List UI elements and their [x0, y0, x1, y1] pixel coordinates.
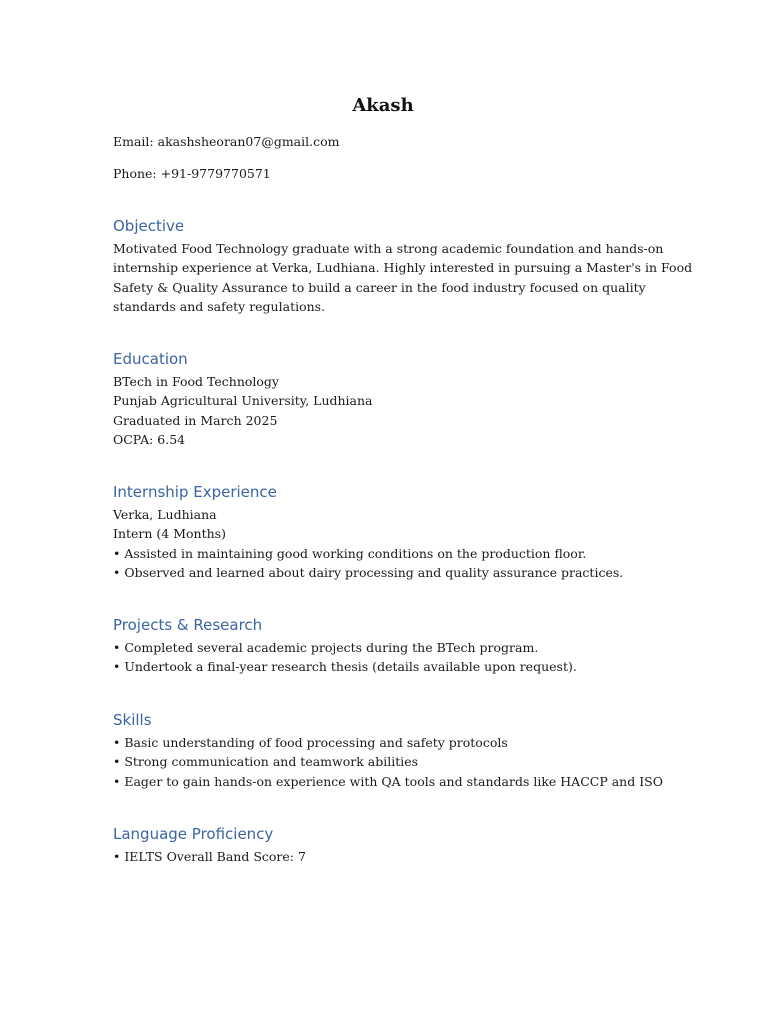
objective-heading: Objective: [113, 217, 185, 235]
projects-heading: Projects & Research: [113, 616, 263, 634]
language-heading: Language Proficiency: [113, 825, 274, 843]
projects-section: [113, 615, 673, 677]
email-line: Email: akashsheoran07@gmail.com: [113, 134, 340, 149]
internship-org: Verka, Ludhiana: [113, 507, 217, 522]
internship-section: [113, 482, 673, 582]
education-ocpa: OCPA: 6.54: [113, 431, 186, 447]
skills-bullet: • Strong communication and teamwork abilities: [113, 754, 419, 770]
internship-heading: Internship Experience: [113, 483, 277, 501]
education-graduation: Graduated in March 2025: [113, 412, 278, 428]
candidate-name: Akash: [352, 95, 414, 116]
objective-line: internship experience at Verka, Ludhiana. Highly interested in pursuing a Master's in Food: [113, 260, 693, 276]
objective-section: [113, 216, 693, 316]
internship-bullet: • Observed and learned about dairy processing and quality assurance practices.: [113, 564, 624, 580]
language-section: [113, 824, 673, 866]
internship-role: Intern (4 Months): [113, 526, 226, 542]
objective-line: Safety & Quality Assurance to build a career in the food industry focused on quality: [113, 279, 646, 295]
skills-heading: Skills: [113, 711, 152, 729]
language-bullet: • IELTS Overall Band Score: 7: [113, 849, 306, 864]
education-degree: BTech in Food Technology: [113, 374, 279, 389]
phone-line: Phone: +91-9779770571: [113, 166, 271, 181]
objective-line: standards and safety regulations.: [113, 298, 326, 314]
projects-bullet: • Completed several academic projects during the BTech program.: [113, 640, 539, 655]
education-heading: Education: [113, 350, 188, 368]
skills-bullet: • Basic understanding of food processing and safety protocols: [113, 735, 508, 750]
education-section: [113, 349, 673, 449]
skills-section: [113, 710, 673, 791]
objective-line: Motivated Food Technology graduate with a strong academic foundation and hands-on: [113, 241, 664, 256]
skills-bullet: • Eager to gain hands-on experience with QA tools and standards like HACCP and ISO: [113, 773, 663, 789]
education-university: Punjab Agricultural University, Ludhiana: [113, 393, 373, 409]
projects-bullet: • Undertook a final-year research thesis (details available upon request).: [113, 659, 577, 675]
internship-bullet: • Assisted in maintaining good working conditions on the production floor.: [113, 545, 587, 561]
